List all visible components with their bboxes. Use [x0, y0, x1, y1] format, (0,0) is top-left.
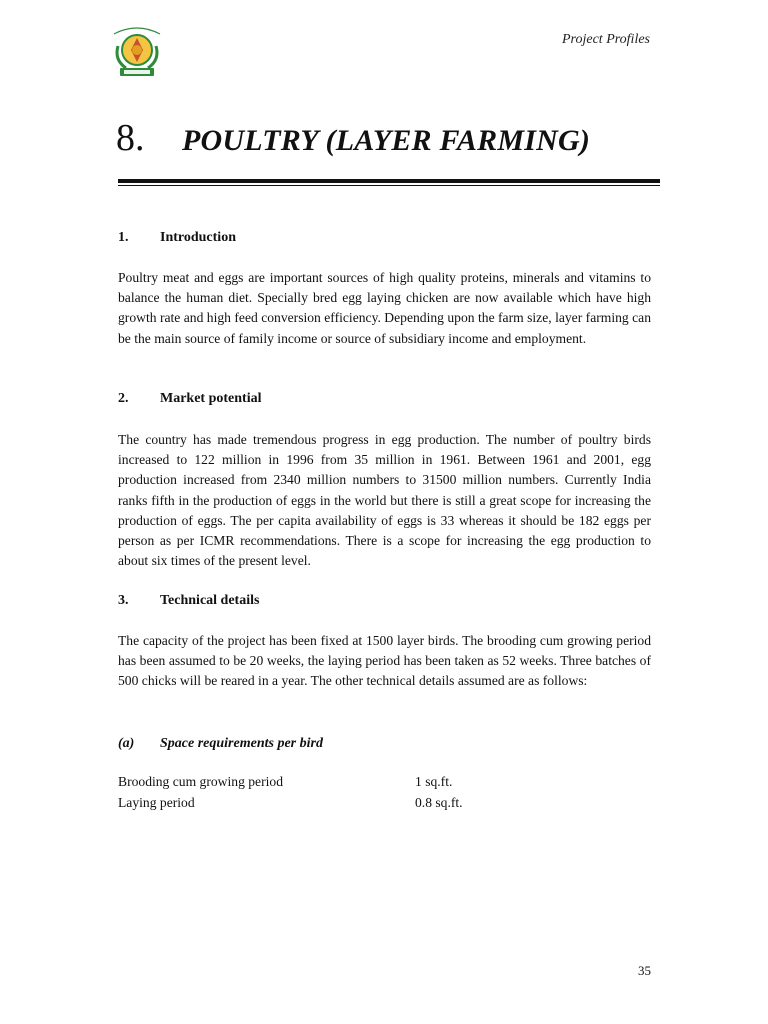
- space-row: [118, 795, 463, 811]
- chapter-title: POULTRY (LAYER FARMING): [182, 124, 591, 157]
- nabard-logo: [106, 24, 168, 80]
- section-title: Introduction: [160, 230, 236, 245]
- space-row: [118, 774, 452, 790]
- running-title: Project Profiles: [562, 32, 650, 47]
- section-number: 2.: [118, 391, 129, 406]
- subsection-title: Space requirements per bird: [160, 736, 323, 751]
- section-heading-introduction: [118, 230, 236, 246]
- space-row-value: 0.8 sq.ft.: [415, 795, 463, 810]
- section-title: Technical details: [160, 593, 260, 608]
- title-rule-thick: [118, 179, 660, 183]
- section-heading-market-potential: [118, 391, 261, 407]
- space-row-label: Laying period: [118, 795, 195, 810]
- chapter-heading: [116, 116, 590, 160]
- section-number: 1.: [118, 230, 129, 245]
- section-heading-technical-details: [118, 593, 259, 609]
- space-row-value: 1 sq.ft.: [415, 774, 453, 789]
- section-title: Market potential: [160, 391, 262, 406]
- market-potential-paragraph: The country has made tremendous progress in egg production. The number of poultry birds increased to 122 million in 1996 from 35 million in 1961. Between 1961 and 2001, egg production increased from 2340 million numbers to 31500 million numbers. Currently India ranks fifth in the production of eggs in the world but there is still a great scope for increasing the production of eggs. The per capita availability of eggs is 33 whereas it should be 182 eggs per person as per ICMR recommendations. There is a scope for increasing the egg production to about six times of the present level.: [118, 432, 651, 569]
- technical-details-paragraph: The capacity of the project has been fixed at 1500 layer birds. The brooding cum growing period has been assumed to be 20 weeks, the laying period has been taken as 52 weeks. Three batches of 500 chicks will be reared in a year. The other technical details assumed are as follows:: [118, 633, 651, 689]
- space-row-label: Brooding cum growing period: [118, 774, 283, 789]
- subsection-label: (a): [118, 736, 135, 751]
- title-rule-thin: [118, 185, 660, 186]
- subsection-heading-space-requirements: [118, 736, 323, 752]
- page-number: 35: [638, 963, 651, 978]
- section-number: 3.: [118, 593, 129, 608]
- introduction-paragraph: Poultry meat and eggs are important sources of high quality proteins, minerals and vitamins to balance the human diet. Specially bred egg laying chicken are now available which have high growth rate and high feed conversion efficiency. Depending upon the farm size, layer farming can be the main source of family income or source of subsidiary income and employment.: [118, 270, 651, 346]
- chapter-number: 8.: [116, 117, 145, 159]
